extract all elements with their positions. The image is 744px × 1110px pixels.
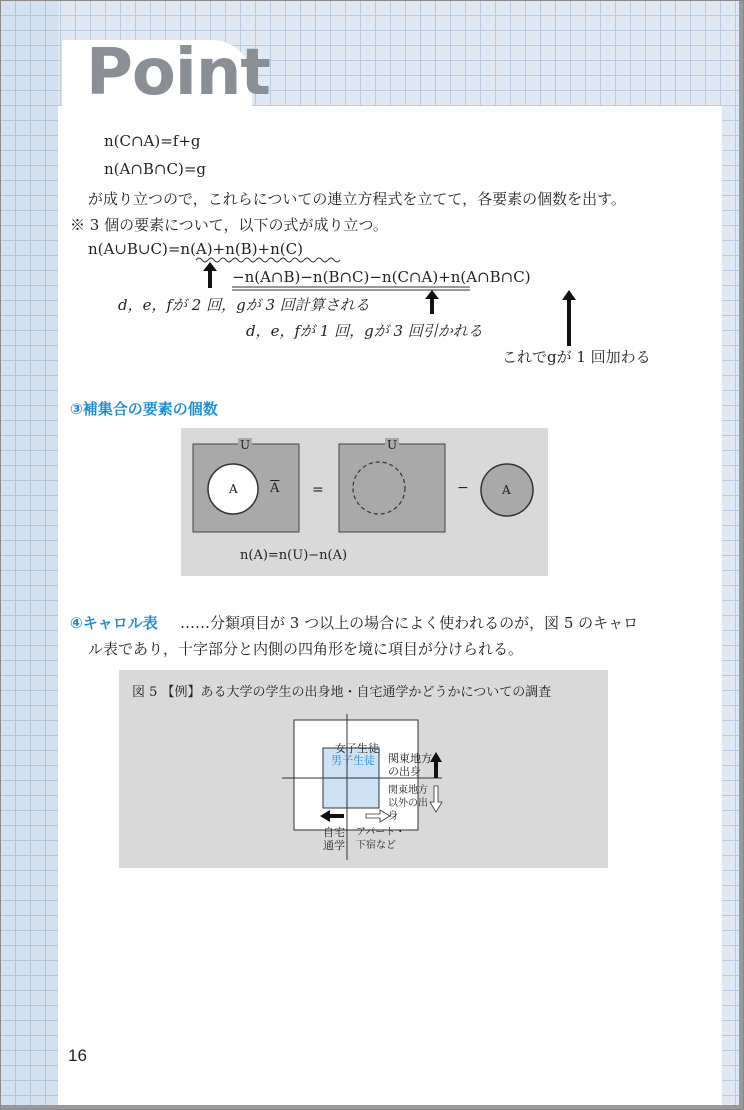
carroll-text-2: ル表であり，十字部分と内側の四角形を境に項目が分けられる。 [88,640,524,658]
complement-diagram [181,428,548,576]
set-a-label: A [229,482,238,496]
up-arrow-icon [424,290,440,314]
carroll-text-1: ……分類項目が 3 つ以上の場合によく使われるのが，図 5 のキャロ [180,614,639,632]
formula-line-1: n(C∩A)=f+g [104,132,201,150]
left-grid-strip [0,0,58,1110]
universal-set-label-1: U [240,438,251,452]
set-a-label-2: A [502,483,511,497]
annotation-3: これでgが 1 回加わる [502,348,651,366]
up-arrow-icon [561,290,577,346]
page-number: 16 [68,1046,87,1065]
minus-sign: − [457,480,469,496]
complement-formula: n(A)=n(U)−n(A) [240,548,348,563]
section-heading-complement: ③補集合の要素の個数 [70,400,218,418]
section-heading-carroll: ④キャロル表 [70,614,158,632]
page-title: Point [86,36,270,110]
complement-a-label: $\overline{A}$ [270,481,280,496]
equation-line-2: −n(A∩B)−n(B∩C)−n(C∩A)+n(A∩B∩C) [232,268,531,286]
annotation-1: d，e，fが 2 回，gが 3 回計算される [118,296,370,314]
home-commute-label: 自宅通学 [323,826,345,852]
kanto-origin-label: 関東地方の出身 [388,752,432,778]
equals-sign: = [312,482,324,498]
figure-caption: 図 5 【例】ある大学の学生の出身地・自宅通学かどうかについての調査 [132,685,552,700]
up-arrow-icon [202,262,218,288]
universal-set-label-2: U [387,438,398,452]
formula-line-2: n(A∩B∩C)=g [104,160,207,178]
non-kanto-origin-label: 関東地方以外の出身 [388,785,428,822]
male-students-label: 男子生徒 [331,754,375,767]
equation-line-1: n(A∪B∪C)=n(A)+n(B)+n(C) [88,240,303,258]
explanation-text: が成り立つので，これらについての連立方程式を立てて，各要素の個数を出す。 [88,190,626,208]
note-text: ※ 3 個の要素について，以下の式が成り立つ。 [70,216,388,234]
annotation-2: d，e，fが 1 回，gが 3 回引かれる [246,322,483,340]
female-students-label: 女子生徒 [335,742,379,755]
apartment-label: アパート・下宿など [356,827,406,851]
